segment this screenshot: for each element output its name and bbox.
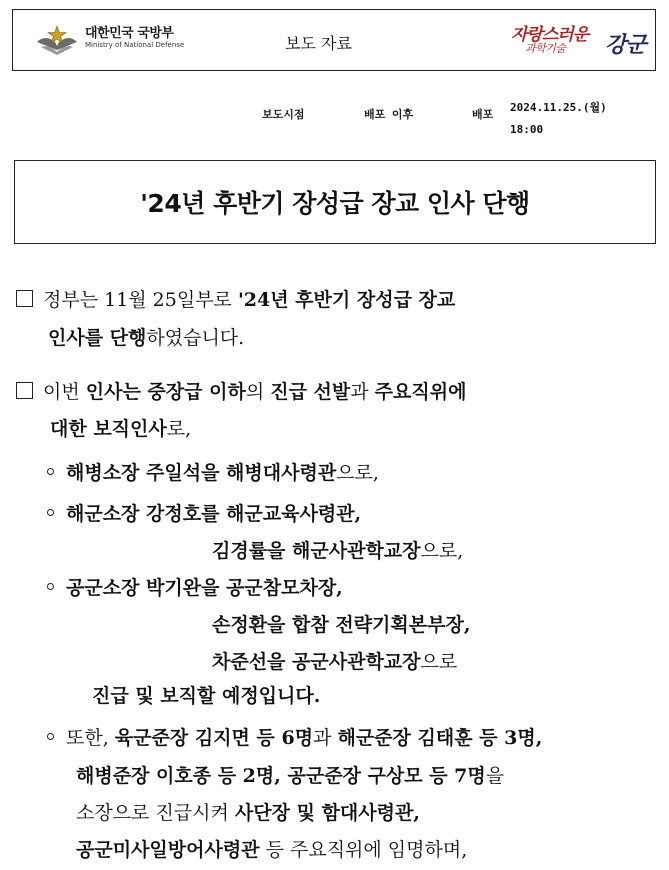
slogan-line1: 자랑스러운: [511, 25, 589, 45]
bullet-circle-icon: [47, 583, 54, 590]
paragraph-1-line-1: 정부는 11월 25일부로 '24년 후반기 장성급 장교: [16, 282, 455, 319]
checkbox-square-icon: [16, 290, 33, 307]
bullet-circle-icon: [47, 509, 54, 516]
release-time: 18:00: [510, 123, 544, 136]
slogan-line2: 과학기술: [525, 42, 566, 55]
doc-type-label: 보도 자료: [285, 34, 352, 53]
org-name-ko: 대한민국 국방부: [85, 26, 174, 41]
bullet-3-line-3: 차준선을 공군사관학교장으로: [212, 651, 458, 673]
checkbox-square-icon: [16, 382, 33, 399]
release-datetime: [510, 97, 607, 141]
bullet-4-line-3: 소장으로 진급시켜 사단장 및 함대사령관,: [76, 802, 420, 824]
bullet-4-line-4: 공군미사일방어사령관 등 주요직위에 임명하며,: [76, 839, 468, 861]
ministry-emblem-icon: [35, 20, 79, 60]
release-label-2: 배포: [472, 108, 494, 121]
org-name-en: Ministry of National Defense: [85, 41, 185, 49]
bullet-circle-icon: [47, 733, 54, 740]
paragraph-2-line-1: 이번 인사는 중장급 이하의 진급 선발과 주요직위에: [16, 374, 466, 411]
header-box: [12, 9, 656, 71]
paragraph-2-line-2: 대한 보직인사로,: [50, 418, 192, 440]
bullet-2-line-2: 김경률을 해군사관학교장으로,: [212, 540, 464, 562]
title-box: [14, 160, 656, 244]
release-value: 배포 이후: [364, 108, 414, 121]
release-label: 보도시점: [262, 108, 305, 121]
release-date: 2024.11.25.(월): [510, 101, 607, 114]
bullet-2-line-1: 해군소장 강정호를 해군교육사령관,: [47, 496, 361, 533]
bullet-circle-icon: [47, 468, 54, 475]
paragraph-1-line-2: 인사를 단행하였습니다.: [48, 327, 245, 349]
bullet-4-line-1: 또한, 육군준장 김지면 등 6명과 해군준장 김태훈 등 3명,: [47, 720, 542, 757]
slogan-line3: 강군: [605, 32, 646, 58]
slogan-logo: [511, 14, 651, 68]
bullet-4-line-2: 해병준장 이호종 등 2명, 공군준장 구상모 등 7명을: [76, 765, 505, 787]
page-title: '24년 후반기 장성급 장교 인사 단행: [140, 189, 530, 218]
bullet-1: 해병소장 주일석을 해병대사령관으로,: [47, 455, 379, 492]
bullet-3-line-1: 공군소장 박기완을 공군참모차장,: [47, 570, 343, 607]
bullet-3-line-2: 손정환을 합참 전략기획본부장,: [212, 614, 471, 636]
bullet-3-line-4: 진급 및 보직할 예정입니다.: [92, 685, 321, 707]
